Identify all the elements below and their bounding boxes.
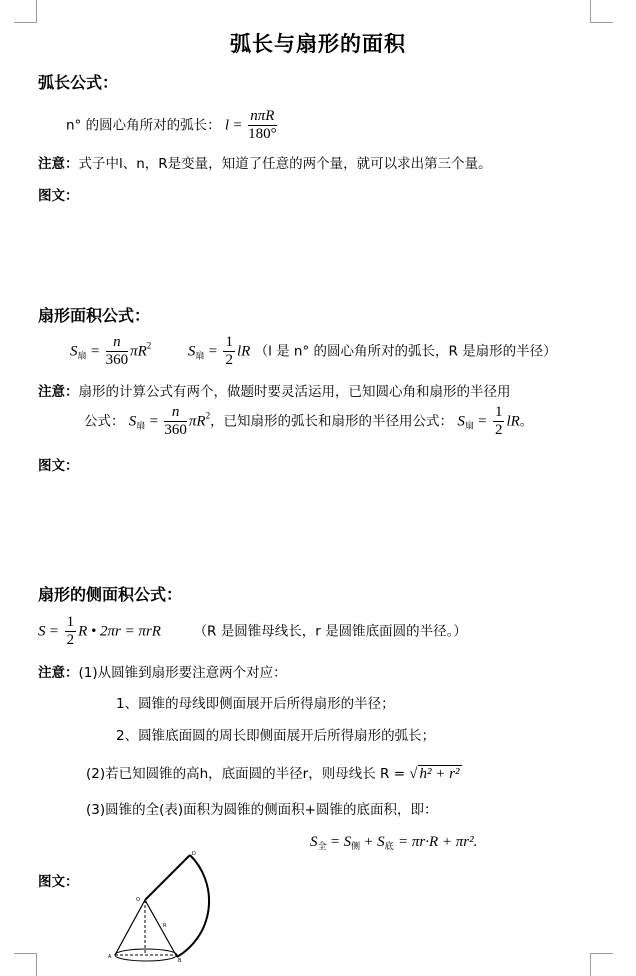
equals: = <box>233 117 242 134</box>
formula-rest: R • 2πr = πrR <box>78 623 161 640</box>
subscript-shan: 扇 <box>464 421 474 432</box>
arc-length-heading: 弧长公式： <box>38 73 119 92</box>
corner-mark-bottom-right <box>590 953 613 976</box>
point-2-text: (2)若已知圆锥的高h，底面圆的半径r，则母线长 R = <box>86 766 410 782</box>
point-2 <box>86 762 462 783</box>
sector-radius-bottom <box>145 900 177 957</box>
denominator-2: 2 <box>66 632 75 648</box>
fraction-denominator: 180° <box>248 126 277 142</box>
note-text: 扇形的计算公式有两个，做题时要灵活运用，已知圆心角和扇形的半径用 <box>78 384 511 400</box>
label-d: D <box>192 851 196 857</box>
var-S: S <box>70 343 78 360</box>
note-label: 注意： <box>38 665 79 681</box>
equals: = <box>49 623 59 640</box>
equals: = <box>208 343 218 360</box>
corner-mark-top-left <box>14 0 37 23</box>
cone-sector-figure <box>100 845 220 965</box>
period: 。 <box>519 413 534 430</box>
denominator-360: 360 <box>164 422 187 438</box>
subscript-quan: 全 <box>317 842 327 852</box>
n-over-360 <box>106 334 129 369</box>
sector-area-note-line2 <box>84 404 533 439</box>
cone-slant-left <box>115 900 145 955</box>
lateral-area-explain: （R 是圆锥母线长，r 是圆锥底面圆的半径。） <box>193 623 467 640</box>
var-S: S <box>377 834 385 850</box>
point-1: (1)从圆锥到扇形要注意两个对应： <box>78 665 287 681</box>
corner-mark-top-right <box>590 0 613 23</box>
figure-label: 图文： <box>38 874 79 890</box>
label-r: R <box>163 923 167 929</box>
one-half <box>493 404 505 439</box>
note-text: 式子中l、n，R是变量，知道了任意的两个量，就可以求出第三个量。 <box>78 156 492 172</box>
sector-area-note-line1 <box>38 380 511 400</box>
sector-area-explain: （l 是 n° 的圆心角所对的弧长，R 是扇形的半径） <box>254 343 557 360</box>
total-rest: = πr·R + πr². <box>397 834 478 850</box>
arc-length-note <box>38 152 492 172</box>
one-half <box>65 614 77 649</box>
denominator-2: 2 <box>494 422 503 438</box>
var-S: S <box>310 834 318 850</box>
corner-mark-bottom-left <box>14 953 37 976</box>
subscript-di: 底 <box>384 842 394 852</box>
lateral-area-formula <box>38 614 467 649</box>
var-S: S <box>38 623 46 640</box>
equals: = <box>149 413 159 430</box>
subscript-shan: 扇 <box>195 351 205 362</box>
sector-area-heading: 扇形面积公式： <box>38 306 151 325</box>
label-b: B <box>178 958 182 964</box>
n-over-360 <box>164 404 187 439</box>
denominator-2: 2 <box>225 352 233 368</box>
one-half <box>223 334 235 369</box>
arc-length-formula-text: n° 的圆心角所对的弧长： <box>66 117 221 134</box>
figure-label: 图文： <box>38 188 79 204</box>
sqrt-radicand: h² + r² <box>419 766 460 782</box>
var-S: S <box>343 834 352 850</box>
l-r: lR <box>236 343 251 360</box>
formula-label: 公式： <box>84 413 125 430</box>
figure-label: 图文： <box>38 458 79 474</box>
var-l: l <box>224 117 230 134</box>
subscript-ce: 侧 <box>351 842 361 852</box>
page-title: 弧长与扇形的面积 <box>230 32 406 56</box>
pi-r: πR <box>188 413 206 430</box>
sqrt-sign: √ <box>409 766 418 782</box>
note-label: 注意： <box>38 156 79 172</box>
var-S: S <box>128 413 137 430</box>
numerator-1: 1 <box>494 404 503 420</box>
point-3: (3)圆锥的全(表)面积为圆锥的侧面积+圆锥的底面积，即： <box>86 802 438 818</box>
note-label: 注意： <box>38 384 79 400</box>
sector-arc <box>177 855 209 957</box>
equals: = <box>478 413 487 430</box>
numerator-n: n <box>106 334 129 352</box>
label-o: O <box>136 897 140 903</box>
subscript-shan: 扇 <box>136 421 146 432</box>
point-1b: 2、圆锥底面圆的周长即侧面展开后所得扇形的弧长； <box>116 728 436 744</box>
sector-area-formulas <box>70 334 557 369</box>
var-S: S <box>457 413 465 430</box>
denominator-360: 360 <box>105 352 129 368</box>
numerator-n: n <box>164 404 187 422</box>
label-a: A <box>108 954 112 960</box>
numerator-1: 1 <box>66 614 75 630</box>
exponent-2: 2 <box>146 340 152 351</box>
equals: = <box>90 343 100 360</box>
arc-length-fraction <box>248 108 277 143</box>
lateral-area-note <box>38 661 287 681</box>
arc-length-formula-line <box>66 108 279 143</box>
pi-r: πR <box>130 343 147 360</box>
sector-radius-top <box>145 855 190 900</box>
subscript-shan: 扇 <box>77 351 87 362</box>
exponent-2: 2 <box>205 410 211 421</box>
total-area-formula: $S_全 = S_侧 + S_底 = \pi r\cdot R + \pi r^2$. <box>310 834 478 852</box>
l-r: lR <box>506 413 520 430</box>
lateral-area-heading: 扇形的侧面积公式： <box>38 585 183 604</box>
note-text-mid: ，已知扇形的弧长和扇形的半径用公式： <box>210 413 454 430</box>
numerator-1: 1 <box>225 334 233 350</box>
fraction-numerator: nπR <box>248 108 277 126</box>
var-S: S <box>187 343 196 360</box>
point-1a: 1、圆锥的母线即侧面展开后所得扇形的半径； <box>116 696 395 712</box>
